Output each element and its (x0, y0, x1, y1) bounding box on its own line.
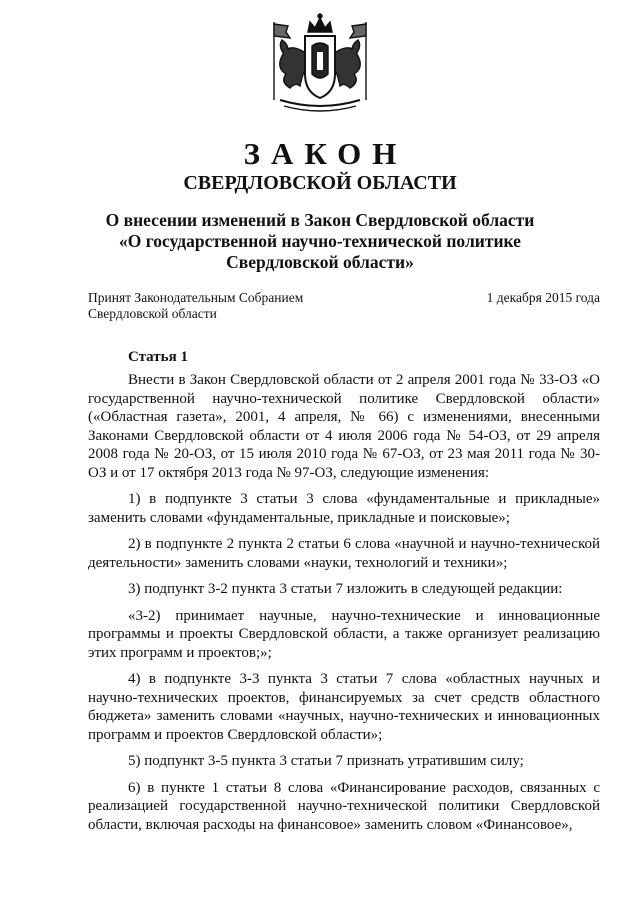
paragraph: 4) в подпункте 3-3 пункта 3 статьи 7 слова «областных научных и научно-технических проектов, финансируемых за счет средств областного бюджета» заменить словами «научных, научно-технических и инновационных программ и проектов Свердловской области»; (88, 671, 600, 743)
article-heading: Статья 1 (128, 349, 188, 365)
paragraph: 6) в пункте 1 статьи 8 слова «Финансирование расходов, связанных с реализацией государственной научно-технической политики Свердловской области, включая расходы на финансовое» заменить словом «Финансовое», (88, 779, 600, 833)
law-subject-line: «О государственной научно-технической политике (119, 231, 521, 251)
paragraph: 1) в подпункте 3 статьи 3 слова «фундаментальные и прикладные» заменить словами «фундаментальные, прикладные и поисковые»; (88, 491, 600, 526)
paragraph: 2) в подпункте 2 пункта 2 статьи 6 слова «научной и научно-технической деятельности» заменить словами «науки, технологий и техники»; (88, 536, 600, 571)
law-title: ЗАКОН (243, 136, 408, 171)
adoption-date: 1 декабря 2015 года (486, 290, 600, 305)
adopting-body-line: Принят Законодательным Собранием (88, 290, 304, 305)
law-subject-line: О внесении изменений в Закон Свердловской области (105, 210, 535, 230)
paragraph: 3) подпункт 3-2 пункта 3 статьи 7 изложить в следующей редакции: (128, 581, 563, 597)
article-body (88, 371, 600, 842)
paragraph: «3-2) принимает научные, научно-технические и инновационные программы и проекты Свердловской области, а также организует реализацию этих программ и проектов;»; (88, 607, 600, 661)
law-subject (0, 210, 640, 273)
law-subject-line: Свердловской области» (226, 252, 414, 272)
adopting-body (88, 290, 303, 322)
paragraph: Внести в Закон Свердловской области от 2 апреля 2001 года № 33-ОЗ «О государственной научно-технической политике Свердловской области» («Областная газета», 2001, 4 апреля, № 66) с изменениями, внесенными Законами Свердловской области от 4 июля 2006 года № 54-ОЗ, от 29 апреля 2008 года № 20-ОЗ, от 15 июля 2010 года № 67-ОЗ, от 23 мая 2011 года № 30-ОЗ и от 17 октября 2013 года № 97-ОЗ, следующие изменения: (88, 372, 600, 481)
coat-of-arms-emblem (260, 12, 380, 116)
adopting-body-line: Свердловской области (88, 306, 217, 321)
paragraph: 5) подпункт 3-5 пункта 3 статьи 7 признать утратившим силу; (128, 753, 524, 769)
region-title: СВЕРДЛОВСКОЙ ОБЛАСТИ (183, 172, 457, 194)
